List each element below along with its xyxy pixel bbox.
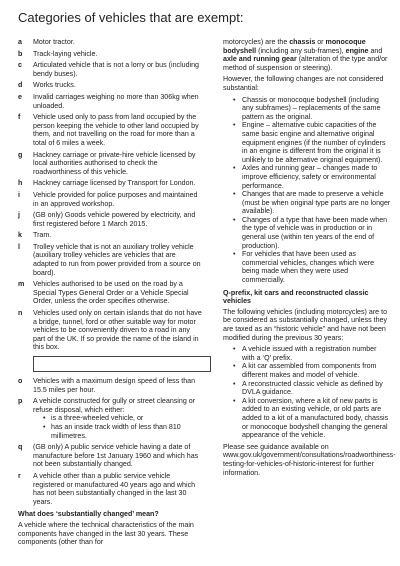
item-letter: m <box>18 280 25 289</box>
bullet-item: • A kit conversion, where a kit of new parts is added to an existing vehicle, or old parts are added to a kit of a manufactured body, chassis or monocoque bodyshell changing the general appearance of the vehicle. <box>235 397 391 440</box>
exemption-item <box>18 211 202 228</box>
item-text: Articulated vehicle that is not a lorry or bus (including bendy buses). <box>33 61 199 78</box>
exemption-item <box>18 397 202 440</box>
item-text: Vehicles used only on certain islands that do not have a bridge, tunnel, ford or other suitable way for motor vehicles to be conveniently driven to a road in any part of the UK. If so provide the name of the island in this box. <box>33 309 202 352</box>
item-text: (GB only) Goods vehicle powered by electricity, and first registered before 1 March 2015. <box>33 211 196 228</box>
exemption-item <box>18 93 202 110</box>
item-letter: j <box>18 211 20 220</box>
exemption-item <box>18 179 202 188</box>
item-letter: i <box>18 190 20 199</box>
bullet-item: • A vehicle issued with a registration number with a ‘Q’ prefix. <box>235 345 391 362</box>
bullet-item: • Chassis or monocoque bodyshell (including any subframes) – replacements of the same pattern as the original. <box>235 96 391 122</box>
changed-paragraph: A vehicle where the technical characteristics of the main components have changed in the last 30 years. These components (other than for <box>18 520 194 547</box>
bullet-item: • Engine – alternative cubic capacities of the same basic engine and alternative original equipment engines (if the number of cylinders in an engine is different from the original it is unlikely to be alternative original equipment). <box>235 121 391 164</box>
item-letter: f <box>18 113 21 122</box>
item-letter: n <box>18 309 23 318</box>
bullet-item: • Changes that are made to preserve a vehicle (must be when original type parts are no longer available). <box>235 190 391 216</box>
exemption-item <box>18 309 202 352</box>
exemption-item <box>18 81 202 90</box>
page-title: Categories of vehicles that are exempt: <box>18 10 244 25</box>
exemption-item <box>18 443 202 469</box>
item-text: Tram. <box>33 231 52 240</box>
item-text: Track-laying vehicle. <box>33 49 98 58</box>
guidance-paragraph: Please see guidance available on www.gov.uk/government/consultations/roadworthiness-testing-for-vehicles-of-historic-interest for further information. <box>223 442 396 477</box>
item-text: Hackney carriage or private-hire vehicle licensed by local authorities authorised to check the roadworthiness of this vehicle. <box>33 150 196 176</box>
exemption-item <box>18 377 202 394</box>
item-text: Vehicle provided for police purposes and maintained in an approved workshop. <box>33 190 198 208</box>
item-text: A vehicle other than a public service vehicle registered or manufactured 40 years ago and which has not been substantially changed in the last 30 years. <box>33 471 196 506</box>
bullet-item: • Changes of a type that have been made when the type of vehicle was in production or in general use (within ten years of the end of production). <box>235 216 391 250</box>
exemption-item <box>18 61 202 78</box>
item-text: Vehicles authorised to be used on the road by a Special Types General Order or a Vehicle Special Order, unless the order specifies otherwise. <box>33 280 189 306</box>
qprefix-paragraph: The following vehicles (including motorcycles) are to be considered as substantially changed, unless they are taxed as an “historic vehicle” and have not been modified during the previous 30 years: <box>223 307 388 342</box>
bullet-item: • Axles and running gear – changes made to improve efficiency, safety or environmental performance. <box>235 164 391 190</box>
left-column <box>18 38 202 550</box>
exemption-item <box>18 38 202 47</box>
item-text: Trolley vehicle that is not an auxiliary trolley vehicle (auxiliary trolley vehicles are vehicles that are adapted to run from power provided from a source on board). <box>33 242 201 277</box>
changed-heading: What does ‘substantially changed’ mean? <box>18 510 159 519</box>
exemption-item <box>18 113 202 147</box>
item-letter: e <box>18 92 22 101</box>
item-text: Invalid carriages weighing no more than 306kg when unloaded. <box>33 92 199 110</box>
item-letter: h <box>18 179 23 188</box>
not-substantial-list <box>223 96 391 285</box>
item-letter: l <box>18 242 20 251</box>
item-letter: b <box>18 49 23 58</box>
item-text: Vehicle used only to pass from land occupied by the person keeping the vehicle to other land occupied by them, and not travelling on the road for more than a total of 6 miles a week. <box>33 113 199 147</box>
sublist-item: • is a three-wheeled vehicle, or <box>43 414 202 423</box>
item-text: Works trucks. <box>33 81 76 90</box>
item-text: (GB only) A public service vehicle having a date of manufacture before 1st January 1960 and which has not been substantially changed. <box>33 443 199 469</box>
exemption-item <box>18 243 202 277</box>
item-letter: a <box>18 38 22 46</box>
exemption-item <box>18 231 202 240</box>
item-letter: k <box>18 231 22 240</box>
item-sublist <box>33 414 202 440</box>
not-substantial-intro: However, the following changes are not considered substantial: <box>223 75 384 92</box>
item-letter: o <box>18 377 23 385</box>
item-text: A vehicle constructed for gully or street cleansing or refuse disposal, which either: <box>33 397 196 414</box>
exemption-item <box>18 151 202 177</box>
item-letter: p <box>18 397 23 406</box>
item-letter: g <box>18 150 23 159</box>
item-text: Hackney carriage licensed by Transport for London. <box>33 179 196 188</box>
qprefix-list <box>223 345 391 440</box>
right-column <box>223 38 396 480</box>
bullet-item: • For vehicles that have been used as commercial vehicles, changes which were being made when they were used commercially. <box>235 250 391 284</box>
bullet-item: • A reconstructed classic vehicle as defined by DVLA guidance. <box>235 380 391 397</box>
bullet-item: • A kit car assembled from components from different makes and model of vehicle. <box>235 362 391 379</box>
item-letter: r <box>18 471 21 480</box>
qprefix-heading: Q-prefix, kit cars and reconstructed classic vehicles <box>223 288 369 306</box>
sublist-item: • has an inside track width of less than 810 millimetres. <box>43 423 202 440</box>
exemption-item <box>18 280 202 306</box>
item-letter: c <box>18 61 22 70</box>
exemption-item <box>18 472 202 506</box>
item-text: Vehicles with a maximum design speed of less than 15.5 miles per hour. <box>33 377 196 394</box>
exemption-item <box>18 50 202 59</box>
item-letter: d <box>18 81 23 90</box>
exemption-item <box>18 191 202 208</box>
components-paragraph: motorcycles) are the chassis or monocoque bodyshell (including any sub-frames), engine and axle and running gear (alteration of the type and/or method of suspension or steering). <box>223 38 388 72</box>
item-text: Motor tractor. <box>33 38 75 46</box>
island-name-input[interactable] <box>33 356 211 372</box>
item-letter: q <box>18 443 23 452</box>
